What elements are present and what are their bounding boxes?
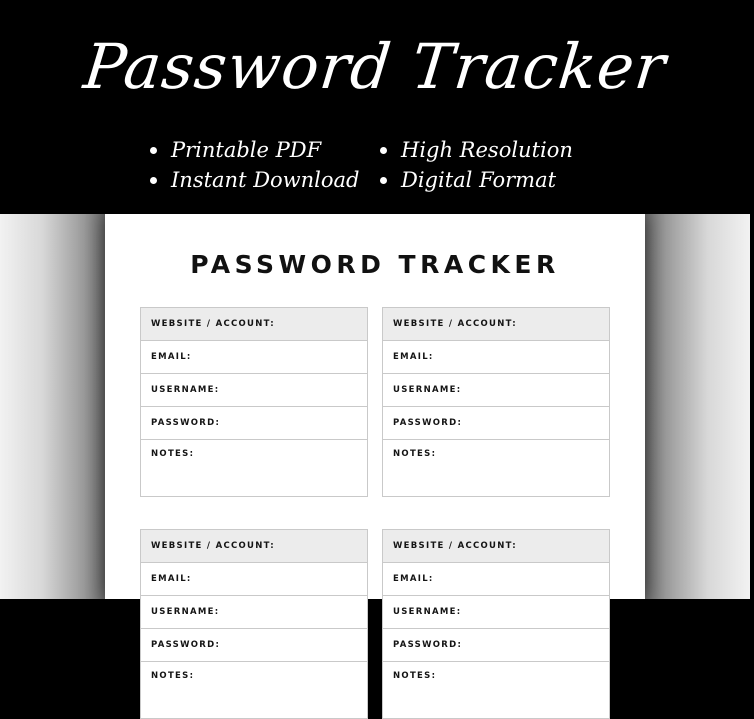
- page-fan-right: [630, 214, 750, 599]
- field-website-account: [383, 530, 609, 563]
- field-label: NOTES:: [151, 671, 195, 681]
- field-label: EMAIL:: [393, 352, 434, 362]
- field-username: [383, 596, 609, 629]
- password-entry-card: [140, 307, 368, 497]
- printable-sheet: [105, 214, 645, 681]
- field-label: PASSWORD:: [151, 640, 221, 650]
- field-notes: [383, 440, 609, 496]
- field-label: NOTES:: [151, 449, 195, 459]
- field-website-account: [141, 530, 367, 563]
- page-title: PASSWORD TRACKER: [190, 250, 560, 279]
- promo-feature-item: [150, 138, 380, 162]
- field-username: [141, 374, 367, 407]
- field-email: [141, 341, 367, 374]
- promo-feature-item: [150, 168, 380, 192]
- field-email: [141, 563, 367, 596]
- field-label: USERNAME:: [393, 385, 462, 395]
- field-password: [383, 407, 609, 440]
- field-label: USERNAME:: [393, 607, 462, 617]
- bullet-icon: [150, 177, 157, 184]
- promo-feature-item: [380, 168, 610, 192]
- field-website-account: [141, 308, 367, 341]
- field-password: [141, 629, 367, 662]
- field-label: WEBSITE / ACCOUNT:: [393, 319, 518, 329]
- bullet-icon: [380, 147, 387, 154]
- password-entry-card: [382, 529, 610, 719]
- bullet-icon: [150, 147, 157, 154]
- promo-banner: [0, 0, 750, 214]
- field-notes: [141, 662, 367, 718]
- promo-feature-label: Digital Format: [401, 168, 557, 192]
- field-label: NOTES:: [393, 449, 437, 459]
- field-label: WEBSITE / ACCOUNT:: [151, 541, 276, 551]
- field-website-account: [383, 308, 609, 341]
- promo-title: Password Tracker: [80, 30, 670, 103]
- field-label: EMAIL:: [151, 574, 192, 584]
- field-password: [383, 629, 609, 662]
- password-entry-card: [140, 529, 368, 719]
- page-fan-left: [0, 214, 120, 599]
- field-label: WEBSITE / ACCOUNT:: [151, 319, 276, 329]
- field-email: [383, 341, 609, 374]
- bullet-icon: [380, 177, 387, 184]
- field-label: WEBSITE / ACCOUNT:: [393, 541, 518, 551]
- promo-feature-label: High Resolution: [401, 138, 573, 162]
- field-label: USERNAME:: [151, 607, 220, 617]
- password-entry-grid: [140, 307, 610, 719]
- promo-feature-list: [150, 138, 610, 192]
- field-label: EMAIL:: [151, 352, 192, 362]
- field-username: [141, 596, 367, 629]
- field-password: [141, 407, 367, 440]
- field-username: [383, 374, 609, 407]
- promo-feature-label: Printable PDF: [171, 138, 322, 162]
- field-notes: [383, 662, 609, 718]
- field-label: NOTES:: [393, 671, 437, 681]
- field-label: PASSWORD:: [393, 418, 463, 428]
- promo-feature-label: Instant Download: [171, 168, 360, 192]
- promo-feature-item: [380, 138, 610, 162]
- field-label: PASSWORD:: [393, 640, 463, 650]
- password-entry-card: [382, 307, 610, 497]
- field-email: [383, 563, 609, 596]
- field-label: USERNAME:: [151, 385, 220, 395]
- field-label: PASSWORD:: [151, 418, 221, 428]
- field-label: EMAIL:: [393, 574, 434, 584]
- field-notes: [141, 440, 367, 496]
